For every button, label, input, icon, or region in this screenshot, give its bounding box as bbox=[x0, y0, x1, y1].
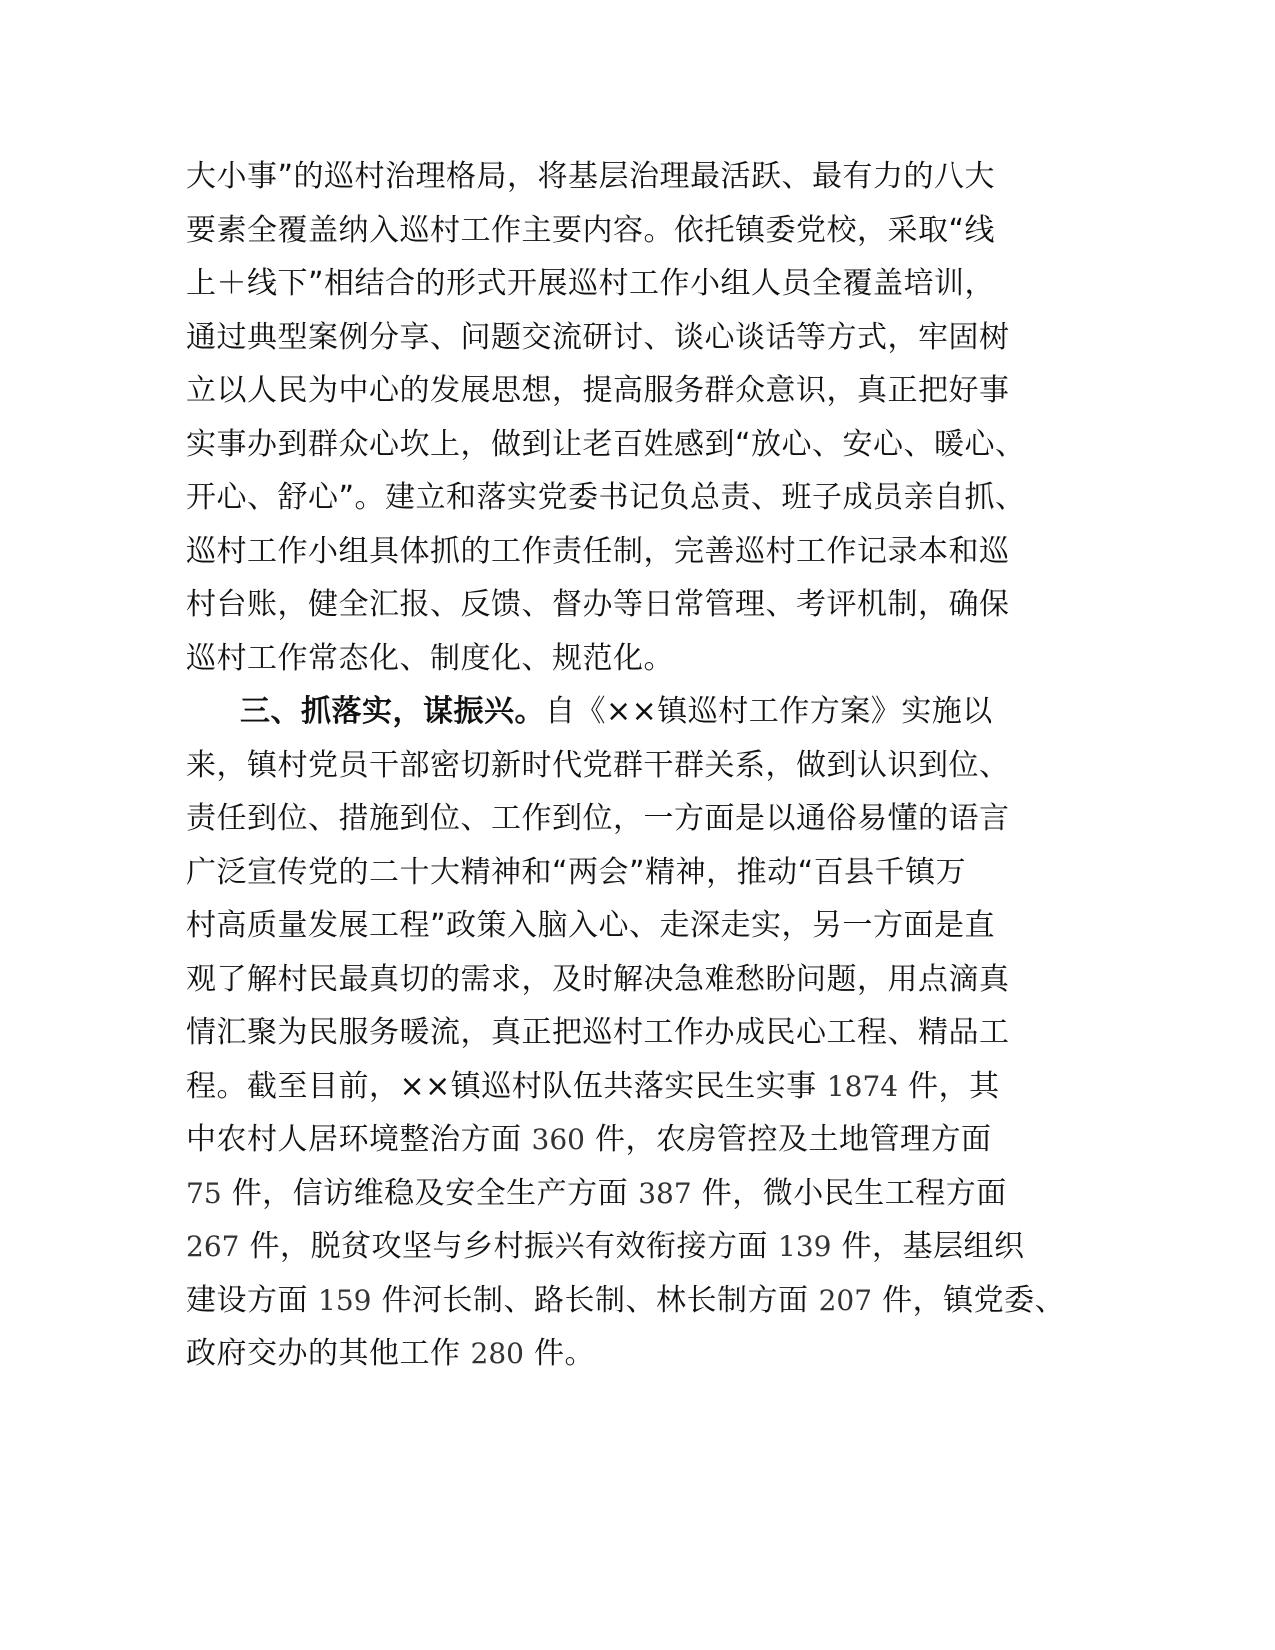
paragraph-1-line-2: 要素全覆盖纳入巡村工作主要内容。依托镇委党校，采取“线 bbox=[186, 212, 996, 248]
paragraph-2-line-2: 来，镇村党员干部密切新时代党群干群关系，做到认识到位、 bbox=[186, 747, 1010, 783]
paragraph-1-line-4: 通过典型案例分享、问题交流研讨、谈心谈话等方式，牢固树 bbox=[186, 319, 1010, 355]
paragraph-1-line-7: 开心、舒心”。建立和落实党委书记负总责、班子成员亲自抓、 bbox=[186, 480, 1026, 515]
stat-minor-projects-count: 267 bbox=[186, 1230, 240, 1263]
stats-text: 件河长制、路长制、林长制方面 bbox=[381, 1282, 809, 1318]
section-heading: 三、抓落实，谋振兴。 bbox=[240, 694, 545, 729]
paragraph-2-line-1 bbox=[186, 685, 1096, 739]
paragraph-2-line-12 bbox=[186, 1274, 1096, 1328]
paragraph-1-line-9: 村台账，健全汇报、反馈、督办等日常管理、考评机制，确保 bbox=[186, 587, 1010, 622]
paragraph-2-line-9 bbox=[186, 1113, 1096, 1167]
stats-text: 中农村人居环境整治方面 bbox=[186, 1122, 522, 1157]
paragraph-2-line-10 bbox=[186, 1167, 1096, 1221]
stat-poverty-count: 139 bbox=[778, 1230, 832, 1263]
stat-organization-count: 159 bbox=[318, 1283, 372, 1317]
paragraph-1-line-6: 实事办到群众心坎上，做到让老百姓感到“放心、安心、暖心、 bbox=[186, 426, 1026, 462]
stat-housing-count: 75 bbox=[186, 1176, 222, 1210]
paragraph-2-line-3: 责任到位、措施到位、工作到位，一方面是以通俗易懂的语言 bbox=[186, 801, 1010, 836]
paragraph-2-line-7: 情汇聚为民服务暖流，真正把巡村工作办成民心工程、精品工 bbox=[186, 1015, 1010, 1050]
stats-text: 件，其 bbox=[908, 1068, 1000, 1104]
paragraph-2-line-13 bbox=[186, 1327, 1096, 1381]
stats-text: 件，微小民生工程方面 bbox=[701, 1175, 1007, 1211]
document-body bbox=[186, 150, 1096, 1381]
paragraph-1-line-10: 巡村工作常态化、制度化、规范化。 bbox=[186, 640, 674, 676]
stats-text: 建设方面 bbox=[186, 1282, 308, 1318]
stat-other-count: 280 bbox=[470, 1337, 524, 1370]
stats-text: 件，镇党委、 bbox=[882, 1282, 1066, 1318]
paragraph-2-line-6: 观了解村民最真切的需求，及时解决急难愁盼问题，用点滴真 bbox=[186, 961, 1010, 997]
paragraph-2-line-8 bbox=[186, 1060, 1096, 1114]
paragraph-1-line-1: 大小事”的巡村治理格局，将基层治理最活跃、最有力的八大 bbox=[186, 159, 996, 194]
stat-total-count: 1874 bbox=[826, 1069, 899, 1103]
stats-text: 件。 bbox=[534, 1336, 596, 1371]
paragraph-1-line-8: 巡村工作小组具体抓的工作责任制，完善巡村工作记录本和巡 bbox=[186, 533, 1010, 569]
stats-text: 件，基层组织 bbox=[841, 1229, 1025, 1264]
paragraph-2-line-11 bbox=[186, 1220, 1096, 1274]
stats-text: 程。截至目前，××镇巡村队伍共落实民生实事 bbox=[186, 1068, 817, 1104]
stats-text: 件，脱贫攻坚与乡村振兴有效衔接方面 bbox=[249, 1229, 768, 1264]
paragraph-2-line-5: 村高质量发展工程”政策入脑入心、走深走实，另一方面是直 bbox=[186, 908, 996, 943]
paragraph-1-line-5: 立以人民为中心的发展思想，提高服务群众意识，真正把好事 bbox=[186, 373, 1010, 408]
stat-chief-system-count: 207 bbox=[818, 1283, 873, 1317]
stats-text: 政府交办的其他工作 bbox=[186, 1336, 461, 1371]
stat-petition-count: 387 bbox=[638, 1176, 692, 1210]
stats-text: 件，信访维稳及安全生产方面 bbox=[231, 1175, 629, 1211]
paragraph-2-first-line-text: 自《××镇巡村工作方案》实施以 bbox=[545, 694, 993, 729]
paragraph-2-line-4: 广泛宣传党的二十大精神和“两会”精神，推动“百县千镇万 bbox=[186, 854, 967, 890]
stats-text: 件，农房管控及土地管理方面 bbox=[595, 1122, 992, 1157]
paragraph-1-line-3: 上＋线下”相结合的形式开展巡村工作小组人员全覆盖培训， bbox=[186, 266, 996, 301]
stat-environment-count: 360 bbox=[531, 1123, 585, 1156]
